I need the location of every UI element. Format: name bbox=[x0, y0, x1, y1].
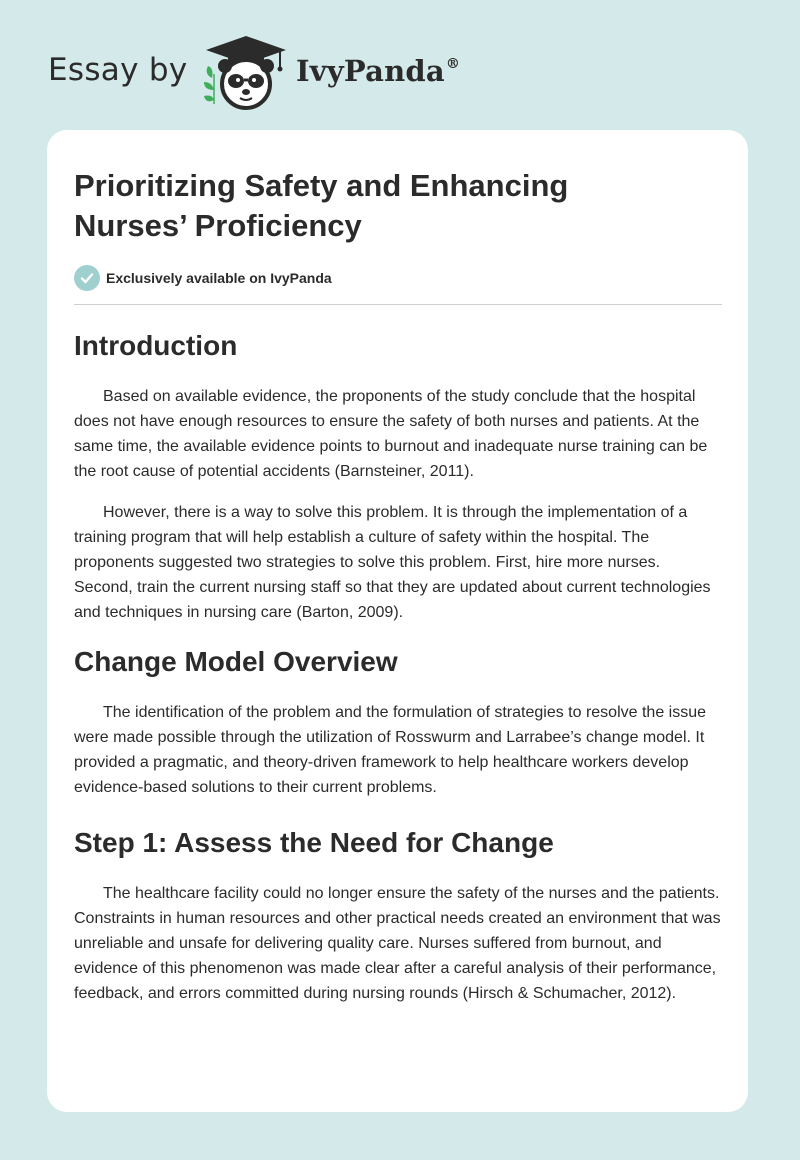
essay-content bbox=[74, 130, 722, 1006]
panda-graduate-icon[interactable] bbox=[200, 34, 292, 110]
paragraph: The healthcare facility could no longer ensure the safety of the nurses and the patients. Constraints in human resources and other practical needs created an environment that was unreliable and unsafe for delivering quality care. Nurses suffered from burnout, and evidence of this phenomenon was made clear after a careful analysis of their performance, feedback, and errors committed during nursing rounds (Hirsch & Schumacher, 2012). bbox=[74, 885, 721, 1002]
section-heading-step-1: Step 1: Assess the Need for Change bbox=[74, 827, 554, 858]
registered-mark: ® bbox=[445, 56, 461, 72]
essay-title: Prioritizing Safety and Enhancing Nurses’ Proficiency bbox=[74, 168, 569, 243]
check-icon bbox=[74, 265, 100, 291]
section-heading-change-model: Change Model Overview bbox=[74, 646, 398, 677]
ivy-leaf-icon bbox=[204, 66, 214, 104]
divider bbox=[74, 304, 722, 305]
brand-logo-text[interactable] bbox=[296, 54, 460, 88]
paragraph: However, there is a way to solve this problem. It is through the implementation of a training program that will help establish a culture of safety within the hospital. The proponents suggested two strategies to solve this problem. First, hire more nurses. Second, train the current nursing staff so that they are updated about current technologies and techniques in nursing care (Barton, 2009). bbox=[74, 504, 711, 621]
essay-by-label: Essay by bbox=[48, 52, 188, 88]
exclusive-label: Exclusively available on IvyPanda bbox=[106, 270, 332, 286]
essay-card bbox=[47, 130, 748, 1112]
section-heading-introduction: Introduction bbox=[74, 330, 238, 361]
exclusive-badge bbox=[74, 264, 722, 292]
site-header bbox=[0, 0, 800, 120]
paragraph: Based on available evidence, the proponents of the study conclude that the hospital does not have enough resources to ensure the safety of both nurses and patients. At the same time, the available evidence points to burnout and inadequate nurse training can be the root cause of potential accidents (Barnsteiner, 2011). bbox=[74, 388, 708, 480]
brand-name: IvyPanda bbox=[296, 54, 445, 88]
paragraph: The identification of the problem and the formulation of strategies to resolve the issue were made possible through the utilization of Rosswurm and Larrabee’s change model. It provided a pragmatic, and theory-driven framework to help healthcare workers develop evidence-based solutions to their current problems. bbox=[74, 704, 707, 796]
